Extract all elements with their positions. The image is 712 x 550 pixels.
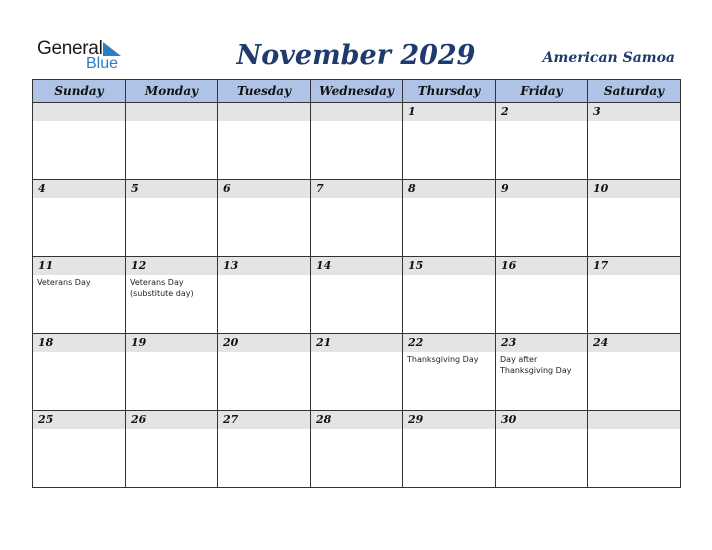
day-cell (33, 334, 126, 411)
day-number-band (496, 411, 587, 429)
day-number: 29 (408, 413, 424, 426)
weekday-header-wednesday: Wednesday (311, 80, 403, 103)
day-cell (496, 334, 588, 411)
holiday-label: Veterans Day (substitute day) (130, 278, 194, 298)
day-number-band (496, 180, 587, 198)
day-number: 15 (408, 259, 424, 272)
day-number-band (126, 257, 217, 275)
day-number: 24 (593, 336, 609, 349)
day-number-band (403, 334, 495, 352)
holiday-label (588, 121, 680, 123)
day-number: 2 (501, 105, 509, 118)
day-cell (311, 334, 403, 411)
day-cell (403, 180, 496, 257)
day-cell (403, 103, 496, 180)
day-number-band (218, 411, 310, 429)
day-number: 13 (223, 259, 239, 272)
day-cell (33, 411, 126, 488)
holiday-label (126, 429, 217, 431)
day-number-band (496, 334, 587, 352)
day-number-band (311, 180, 402, 198)
holiday-label: Thanksgiving Day (407, 355, 479, 364)
day-cell (33, 103, 126, 180)
day-number-band (218, 103, 310, 121)
holiday-label (311, 198, 402, 200)
day-cell (218, 411, 311, 488)
day-number-band (311, 411, 402, 429)
day-cell (311, 411, 403, 488)
day-number-band (588, 180, 680, 198)
day-number-band (403, 103, 495, 121)
day-cell (588, 411, 681, 488)
day-number: 14 (316, 259, 332, 272)
day-number-band (126, 180, 217, 198)
day-number-band (588, 103, 680, 121)
holiday-label (403, 198, 495, 200)
day-cell (218, 180, 311, 257)
day-number-band (33, 257, 125, 275)
day-number: 22 (408, 336, 424, 349)
holiday-label (496, 429, 587, 431)
holiday-label (218, 352, 310, 354)
day-cell (588, 334, 681, 411)
weekday-header-monday: Monday (126, 80, 218, 103)
holiday-label (126, 198, 217, 200)
day-number: 5 (131, 182, 139, 195)
day-number: 21 (316, 336, 332, 349)
weekday-header-sunday: Sunday (33, 80, 126, 103)
day-number: 1 (408, 105, 416, 118)
day-number-band (588, 411, 680, 429)
day-number-band (403, 411, 495, 429)
weekday-header-saturday: Saturday (588, 80, 681, 103)
day-number-band (126, 334, 217, 352)
holiday-label: Veterans Day (37, 278, 91, 287)
day-number: 16 (501, 259, 517, 272)
logo-text-blue: Blue (86, 55, 119, 72)
day-number: 20 (223, 336, 239, 349)
day-number-band (496, 257, 587, 275)
holiday-label (33, 198, 125, 200)
day-number: 4 (38, 182, 46, 195)
day-number: 6 (223, 182, 231, 195)
day-cell (126, 180, 218, 257)
day-cell (311, 180, 403, 257)
day-cell (588, 103, 681, 180)
holiday-label (588, 275, 680, 277)
day-cell (403, 334, 496, 411)
day-number-band (33, 180, 125, 198)
holiday-label (218, 198, 310, 200)
day-cell (311, 257, 403, 334)
day-cell (496, 180, 588, 257)
holiday-label (403, 429, 495, 431)
day-number: 3 (593, 105, 601, 118)
day-cell (403, 411, 496, 488)
holiday-label (218, 429, 310, 431)
holiday-label (403, 275, 495, 277)
day-number-band (496, 103, 587, 121)
holiday-label (218, 121, 310, 123)
day-number-band (218, 257, 310, 275)
holiday-label (588, 198, 680, 200)
day-number-band (218, 180, 310, 198)
day-cell (311, 103, 403, 180)
week-row (33, 411, 681, 488)
calendar-title: November 2029 (236, 40, 476, 71)
day-number: 18 (38, 336, 54, 349)
holiday-label (588, 429, 680, 431)
calendar-grid (32, 79, 681, 488)
day-cell (126, 411, 218, 488)
day-number-band (311, 334, 402, 352)
day-number-band (126, 411, 217, 429)
holiday-label (311, 352, 402, 354)
day-number: 9 (501, 182, 509, 195)
day-cell (126, 103, 218, 180)
day-number-band (403, 180, 495, 198)
day-cell (33, 180, 126, 257)
day-cell (126, 334, 218, 411)
day-cell (496, 103, 588, 180)
day-cell (218, 103, 311, 180)
holiday-label (126, 352, 217, 354)
day-number: 30 (501, 413, 517, 426)
week-row (33, 334, 681, 411)
day-cell (403, 257, 496, 334)
day-number-band (33, 334, 125, 352)
day-cell (218, 257, 311, 334)
day-cell (33, 257, 126, 334)
holiday-label (311, 429, 402, 431)
day-number: 8 (408, 182, 416, 195)
holiday-label (218, 275, 310, 277)
weekday-header-row (33, 80, 681, 103)
day-number-band (403, 257, 495, 275)
holiday-label (403, 121, 495, 123)
day-number-band (311, 103, 402, 121)
day-number: 11 (38, 259, 54, 272)
generalblue-logo (37, 38, 137, 74)
holiday-label (496, 275, 587, 277)
day-number: 12 (131, 259, 147, 272)
holiday-label (588, 352, 680, 354)
holiday-label (496, 121, 587, 123)
day-number-band (311, 257, 402, 275)
holiday-label (311, 275, 402, 277)
day-number-band (33, 103, 125, 121)
weekday-header-thursday: Thursday (403, 80, 496, 103)
day-number-band (588, 334, 680, 352)
day-cell (126, 257, 218, 334)
day-number: 19 (131, 336, 147, 349)
day-cell (496, 257, 588, 334)
day-cell (218, 334, 311, 411)
day-cell (588, 180, 681, 257)
holiday-label (126, 121, 217, 123)
day-number-band (33, 411, 125, 429)
holiday-label (311, 121, 402, 123)
holiday-label (33, 352, 125, 354)
day-number-band (218, 334, 310, 352)
weekday-header-tuesday: Tuesday (218, 80, 311, 103)
day-number: 25 (38, 413, 54, 426)
day-number: 17 (593, 259, 609, 272)
week-row (33, 180, 681, 257)
day-number: 10 (593, 182, 609, 195)
weekday-header-friday: Friday (496, 80, 588, 103)
day-number-band (588, 257, 680, 275)
week-row (33, 103, 681, 180)
day-cell (496, 411, 588, 488)
day-number: 26 (131, 413, 147, 426)
day-number: 27 (223, 413, 239, 426)
day-number: 28 (316, 413, 332, 426)
day-number: 23 (501, 336, 517, 349)
holiday-label: Day after Thanksgiving Day (500, 355, 572, 375)
day-cell (588, 257, 681, 334)
logo-text-general: General (37, 38, 103, 59)
day-number: 7 (316, 182, 324, 195)
region-name: American Samoa (542, 50, 675, 66)
week-row (33, 257, 681, 334)
holiday-label (496, 198, 587, 200)
holiday-label (33, 121, 125, 123)
holiday-label (33, 429, 125, 431)
day-number-band (126, 103, 217, 121)
